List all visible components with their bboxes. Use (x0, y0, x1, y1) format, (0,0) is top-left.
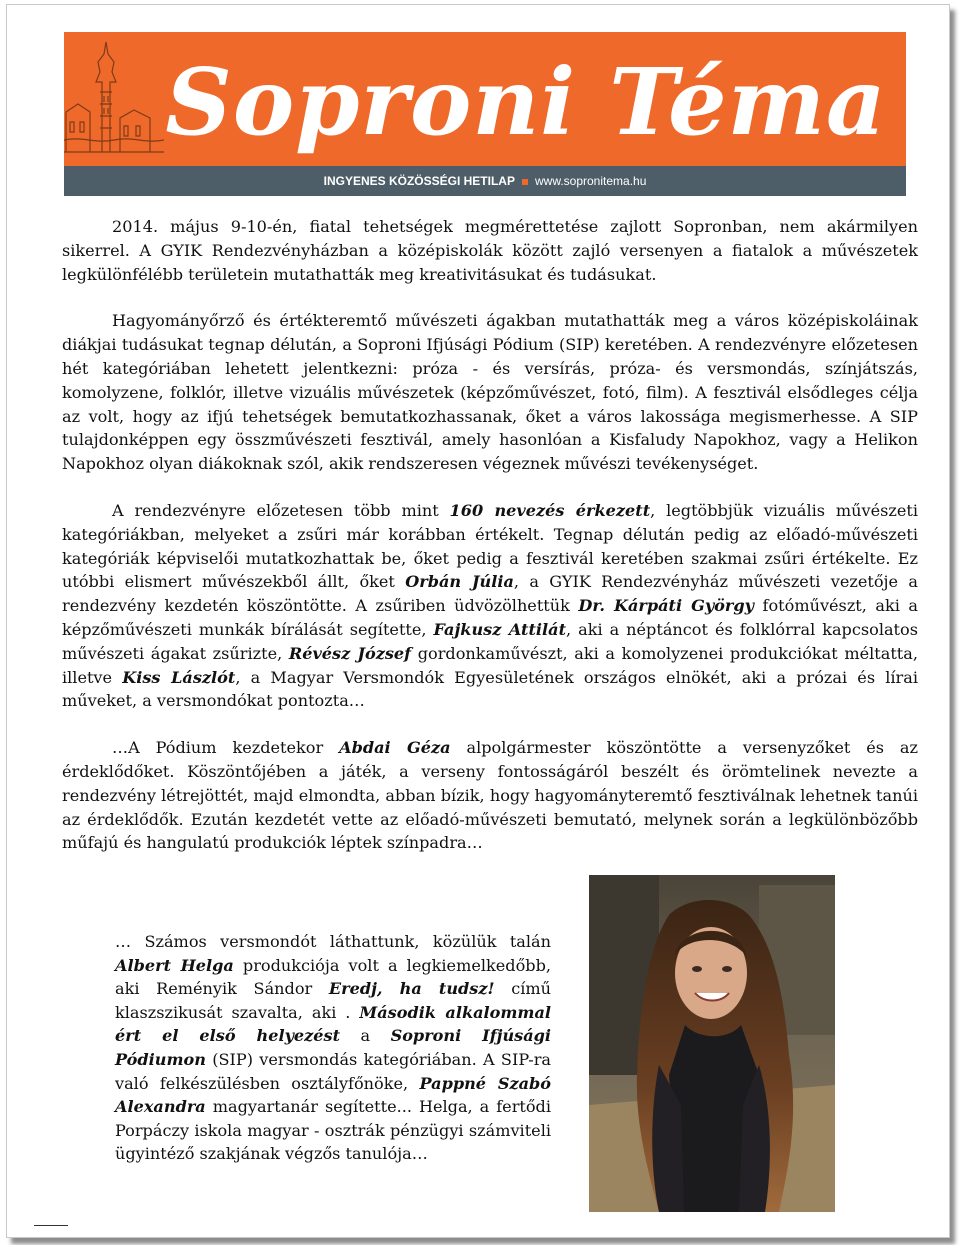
article-body (62, 215, 918, 878)
emphasis: Második alkalommal ért el első helyezést (115, 1002, 551, 1046)
person-name: Kiss Lászlót (122, 667, 236, 687)
person-name: Orbán Júlia (405, 572, 514, 592)
text-run: , aki a néptáncot és folklórral kapcsolatos művészeti ágakat zsűrizte, (62, 619, 918, 663)
text-run: produkciója volt a legkiemelkedőbb, aki Reményik Sándor (115, 955, 552, 999)
masthead-title: Soproni Téma (165, 48, 887, 156)
person-name: Fajkusz Attilát (433, 619, 566, 639)
tagline: INGYENES KÖZÖSSÉGI HETILAP (323, 174, 515, 188)
paragraph-4 (62, 736, 918, 855)
text-run: alpolgármester köszöntötte a versenyzőket és az érdeklődőket. Köszöntőjében a játék, a verseny fontosságáról beszélt és örömtelinek nevezte a rendezvény létrejöttét, majd elmondta, abban bízik, hogy hagyományteremtő fesztiválnak lehetnek tanúi az érdeklődők. Ezután kezdetét vette az előadó-művészeti bemutató, melynek során a legkülönbözőbb műfajú és hangulatú produkciók léptek színpadra… (62, 738, 918, 853)
portrait-photo-image (589, 875, 835, 1212)
paragraph-2: Hagyományőrző és értékteremtő művészeti ágakban mutathatták meg a város középiskoláinak diákjai tudásukat tegnap délután, a Soproni Ifjúsági Pódium (SIP) keretében. A rendezvényre előzetesen hét kategóriában lehetett jelentkezni: próza - és versírás, próza- és versmondás, színjátszás, komolyzene, folklór, illetve vizuális művészetek (képzőművészet, fotó, film). A fesztivál elsődleges célja az volt, hogy az ifjú tehetségek bemutatkozhassanak, őket a város lakossága megismerhesse. A SIP tulajdonképpen egy összművészeti fesztivál, amely hasonlóan a Kisfaludy Napokhoz, vagy a Helikon Napokhoz olyan diákoknak szól, akik rendszeresen végeznek művészi tevékenységet. (62, 311, 918, 474)
text-run: a (340, 1026, 391, 1046)
poem-title: Eredj, ha tudsz! (328, 979, 495, 999)
footnote-rule (34, 1225, 68, 1226)
masthead-tagline-bar (64, 166, 906, 196)
person-name: Abdai Géza (339, 738, 451, 758)
person-name: Dr. Kárpáti György (578, 596, 754, 616)
text-run: gordonkaművészt, aki a komolyzenei produkciókat méltatta, illetve (62, 643, 918, 687)
text-run: , a Magyar Versmondók Egyesületének országos elnökét, aki a prózai és lírai műveket, a versmondókat pontozta… (62, 667, 918, 711)
text-run: című klaszszikusát szavalta, aki . (115, 979, 552, 1022)
text-run: fotóművészt, aki a képzőművészeti munkák bírálását segítette, (62, 596, 918, 639)
portrait-photo (589, 875, 835, 1212)
masthead (64, 32, 906, 196)
paragraph-3 (62, 499, 918, 713)
person-name: Pappné Szabó Alexandra (115, 1073, 552, 1117)
website-link[interactable]: www.sopronitema.hu (534, 174, 647, 188)
masthead-banner (64, 32, 906, 166)
person-name: Révész József (288, 643, 412, 663)
text-run: … Számos versmondót láthattunk, közülük talán (115, 932, 551, 951)
text-run: …A Pódium kezdetekor (112, 738, 340, 758)
text-run: , legtöbbjük vizuális művészeti kategóriákban, melyeket a zsűri már korábban értékelt. Tegnap délután pedig az előadó-művészeti kategóriák képviselői mutatkozhattak be, őket pedig a fesztivál keretében szakmai zsűri értékelte. Ez utóbbi elismert művészekből állt, őket (62, 500, 918, 592)
person-name: Albert Helga (115, 955, 234, 975)
emphasis: Soproni Ifjúsági Pódiumon (115, 1026, 552, 1069)
separator-square-icon (522, 179, 528, 185)
emphasis: 160 nevezés érkezett (449, 500, 651, 520)
text-run: magyartanár segítette... Helga, a fertődi Porpáczy iskola magyar - osztrák pénzügyi számviteli ügyintéző szakjának végzős tanulója… (115, 1097, 551, 1164)
paragraph-1: 2014. május 9-10-én, fiatal tehetségek megmérettetése zajlott Sopronban, nem akármilyen sikerrel. A GYIK Rendezvényházban a középiskolák között zajló versenyen a fiatalok a művészetek legkülönfélébb területein mutathatták meg kreativitásukat és tudásukat. (62, 217, 918, 284)
text-run: (SIP) versmondás kategóriában. A SIP-ra való felkészülésben osztályfőnöke, (115, 1049, 551, 1093)
text-run: A rendezvényre előzetesen több mint (112, 500, 450, 520)
sidebar-paragraph (115, 930, 551, 1166)
text-run: , a GYIK Rendezvényház művészeti vezetője a rendezvény kezdetén köszöntötte. A zsűriben üdvözölhettük (62, 572, 918, 616)
